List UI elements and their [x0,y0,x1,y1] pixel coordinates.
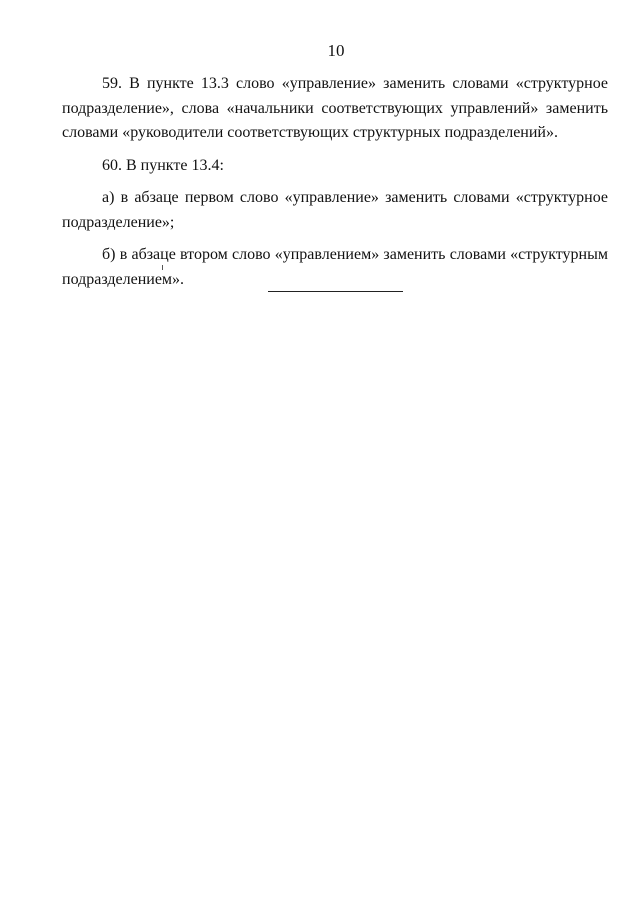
paragraph-59: 59. В пункте 13.3 слово «управление» заменить словами «структурное подразделение», слова «начальники соответствующих управлений» заменить словами «руководители соответствующих структурных подразделений». [62,75,608,141]
paragraph-60-a: а) в абзаце первом слово «управление» заменить словами «структурное подразделение»; [62,189,608,231]
paragraph-60-heading: 60. В пункте 13.4: [102,156,224,174]
document-body [62,72,608,300]
page-number: 10 [327,41,345,60]
paragraph-60-b: б) в абзаце втором слово «управлением» заменить словами «структурным подразделением». [62,246,608,288]
end-of-text-separator [268,291,403,292]
scan-speck [162,265,163,270]
